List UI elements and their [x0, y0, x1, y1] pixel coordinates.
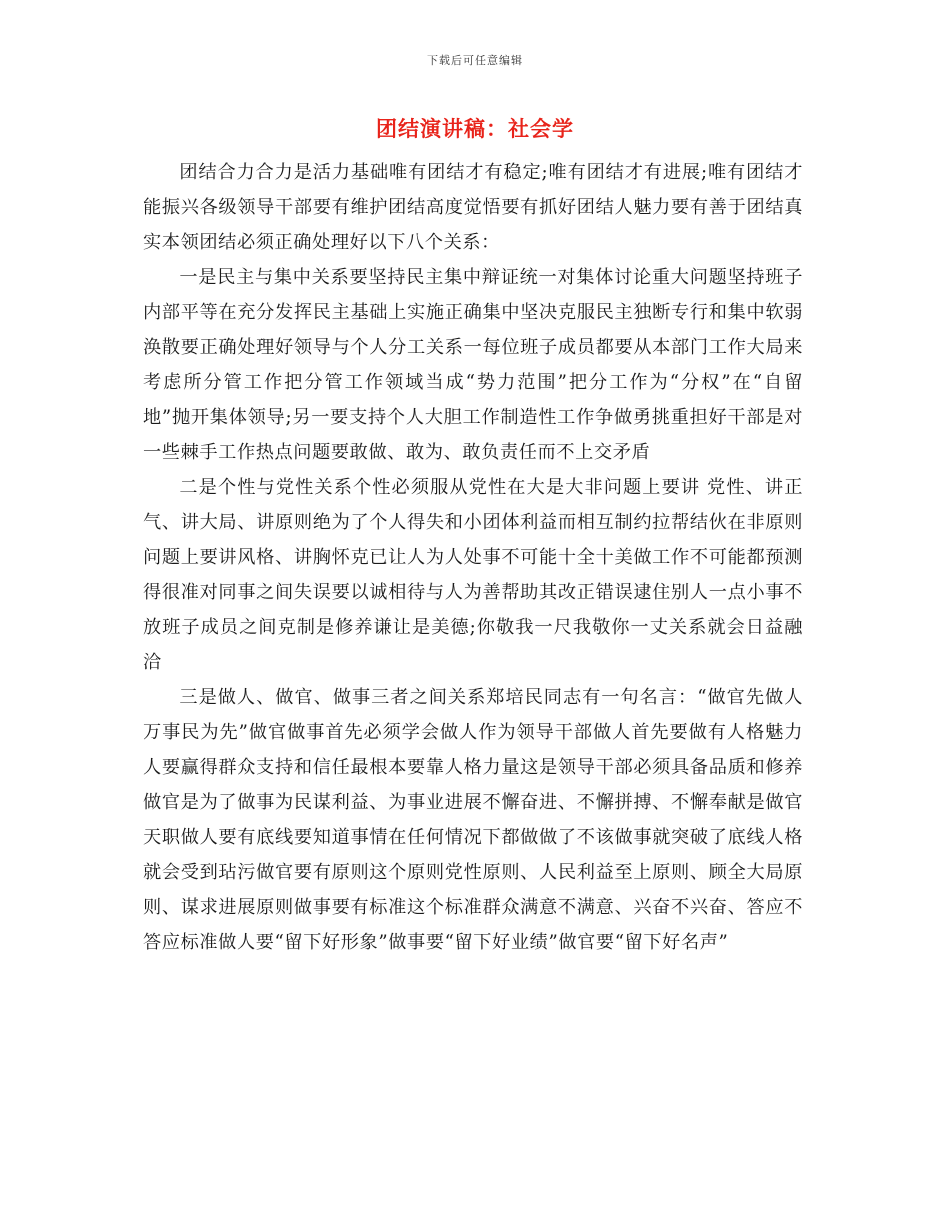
- document-body: [143, 155, 803, 960]
- paragraph-3: 二是个性与党性关系个性必须服从党性在大是大非问题上要讲 党性、讲正气、讲大局、讲原则绝为了个人得失和小团体利益而相互制约拉帮结伙在非原则问题上要讲风格、讲胸怀克已让人为人处事不可能十全十美做工作不可能都预测得很准对同事之间失误要以诚相待与人为善帮助其改正错误逮住别人一点小事不放班子成员之间克制是修养谦让是美德;你敬我一尺我敬你一丈关系就会日益融洽: [143, 477, 803, 673]
- paragraph-4: 三是做人、做官、做事三者之间关系郑培民同志有一句名言：“做官先做人万事民为先”做官做事首先必须学会做人作为领导干部做人首先要做有人格魅力人要赢得群众支持和信任最根本要靠人格力量这是领导干部必须具备品质和修养做官是为了做事为民谋利益、为事业进展不懈奋进、不懈拼搏、不懈奉献是做官天职做人要有底线要知道事情在任何情况下都做做了不该做事就突破了底线人格就会受到玷污做官要有原则这个原则党性原则、人民利益至上原则、顾全大局原则、谋求进展原则做事要有标准这个标准群众满意不满意、兴奋不兴奋、答应不答应标准做人要“留下好形象”做事要“留下好业绩”做官要“留下好名声”: [143, 687, 803, 953]
- paragraph-1: 团结合力合力是活力基础唯有团结才有稳定;唯有团结才有进展;唯有团结才能振兴各级领导干部要有维护团结高度觉悟要有抓好团结人魅力要有善于团结真实本领团结必须正确处理好以下八个关系：: [143, 162, 803, 253]
- paragraph-2: 一是民主与集中关系要坚持民主集中辩证统一对集体讨论重大问题坚持班子内部平等在充分发挥民主基础上实施正确集中坚决克服民主独断专行和集中软弱涣散要正确处理好领导与个人分工关系一每位班子成员都要从本部门工作大局来考虑所分管工作把分管工作领域当成“势力范围”把分工作为“分权”在“自留地”抛开集体领导;另一要支持个人大胆工作制造性工作争做勇挑重担好干部是对一些棘手工作热点问题要敢做、敢为、敢负责任而不上交矛盾: [143, 267, 803, 463]
- header-note: 下载后可任意编辑: [427, 54, 523, 67]
- document-title: 团结演讲稿：社会学: [376, 117, 574, 141]
